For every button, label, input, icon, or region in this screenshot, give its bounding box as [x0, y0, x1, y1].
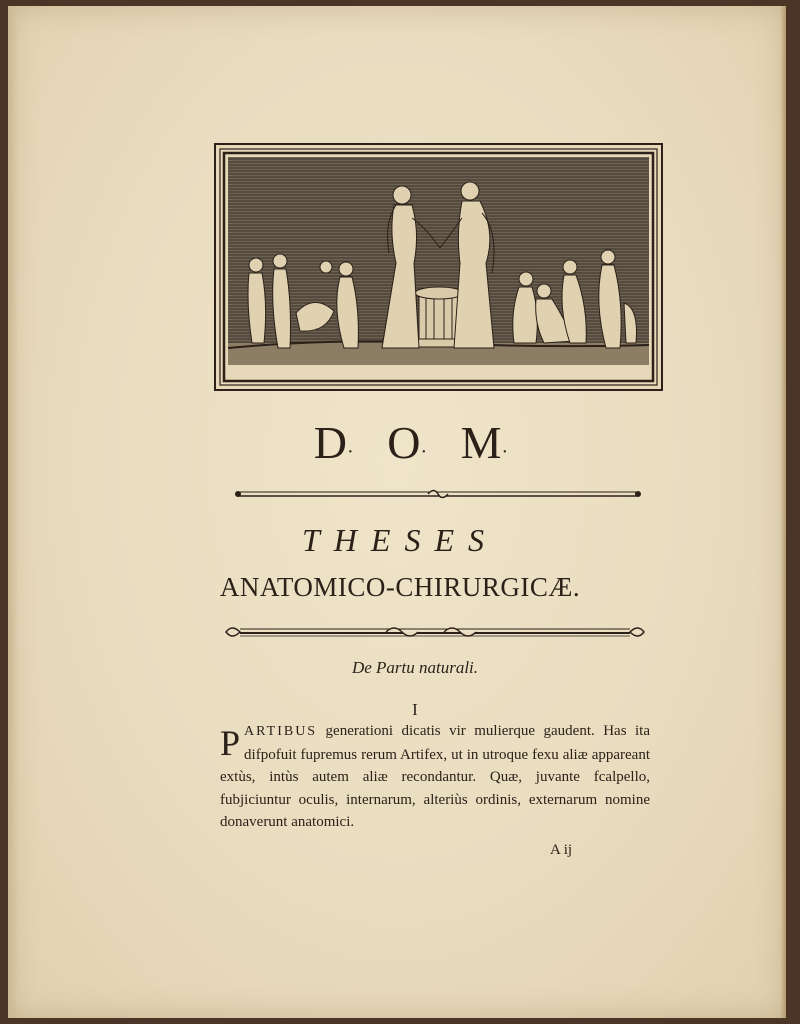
dom-dedication: D· O· M· — [313, 417, 509, 468]
dom-letter-m: M — [460, 417, 502, 468]
signature-mark: A ij — [550, 842, 573, 858]
ornamental-rule-bottom — [222, 622, 648, 642]
ornamental-rule-top — [232, 486, 644, 502]
body-paragraph — [220, 720, 650, 834]
section-numeral: I — [412, 700, 418, 719]
subtitle-anatomico: ANATOMICO-CHIRURGICÆ. — [219, 572, 581, 602]
section-heading: De Partu naturali. — [351, 658, 479, 677]
drop-cap: P — [220, 723, 241, 763]
first-word-smallcaps: ARTIBUS — [244, 724, 318, 739]
paragraph-text: generationi dicatis vir mulierque gaudent. Has ita difpofuit fupremus rerum Artifex, ut in utroque fexu aliæ appareant extùs, intùs autem aliæ recondantur. Quæ, juvante fcalpello, fubjiciuntur oculis, internarum, alteriùs ordinis, externarum nomine donaverunt anatomici. — [220, 723, 650, 830]
engraving-vignette — [214, 143, 663, 391]
dom-letter-d: D — [313, 417, 348, 468]
theses-title: THESES — [302, 522, 498, 558]
page-edge-shadow — [780, 6, 786, 1018]
page-gutter-shadow — [8, 6, 18, 1018]
dom-letter-o: O — [387, 417, 421, 468]
